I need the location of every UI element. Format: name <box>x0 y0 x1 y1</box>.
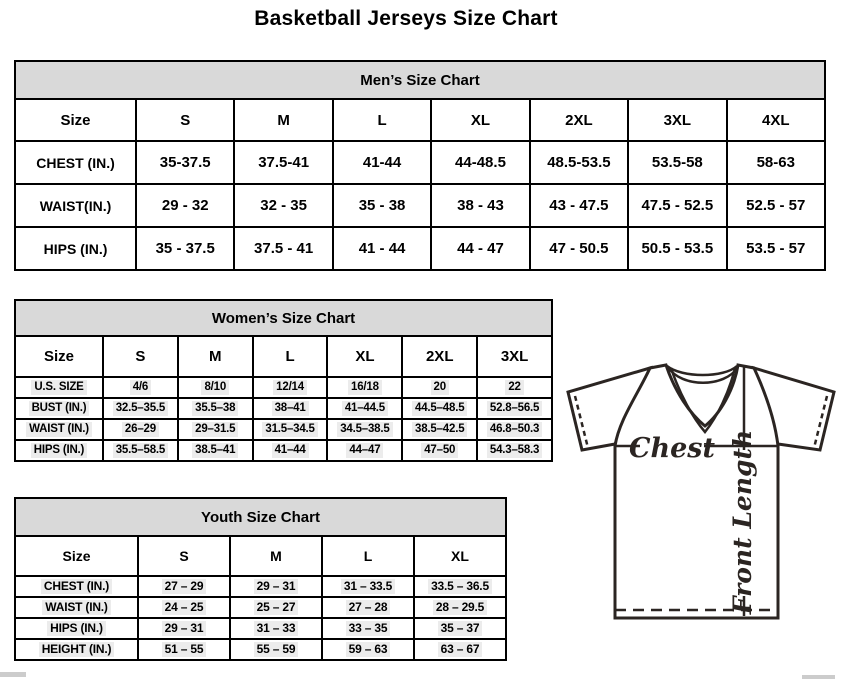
youth-waist-m <box>230 597 322 618</box>
cell-text: 44.5–48.5 <box>412 401 467 416</box>
youth-row-label-chest <box>15 576 138 597</box>
chest-measure-label: Chest <box>629 433 715 464</box>
cell-text: 38.5–41 <box>192 443 238 458</box>
womens-hips-xl <box>327 440 402 461</box>
youth-waist-l <box>322 597 414 618</box>
selection-handle-right <box>802 675 835 679</box>
cell-text: 59 – 63 <box>346 642 391 658</box>
womens-size-table <box>14 299 553 462</box>
cell-text: 27 – 29 <box>162 579 207 595</box>
cell-text: 28 – 29.5 <box>433 600 487 616</box>
selection-handle-left <box>0 672 26 677</box>
womens-ussize-m <box>178 377 253 398</box>
womens-col-header-s: S <box>103 336 178 377</box>
youth-chest-m <box>230 576 322 597</box>
womens-waist-xl <box>327 419 402 440</box>
womens-col-header-size: Size <box>15 336 103 377</box>
youth-hips-s <box>138 618 230 639</box>
youth-col-header-l: L <box>322 536 414 576</box>
jersey-diagram <box>558 362 842 626</box>
womens-bust-s <box>103 398 178 419</box>
mens-hips-m: 37.5 - 41 <box>234 227 332 270</box>
mens-chest-3xl: 53.5-58 <box>628 141 726 184</box>
mens-row-label-waist: WAIST(IN.) <box>15 184 136 227</box>
cell-text: 29 – 31 <box>162 621 207 637</box>
womens-hips-s <box>103 440 178 461</box>
cell-text: 63 – 67 <box>438 642 483 658</box>
cell-text: 25 – 27 <box>254 600 299 616</box>
page-title: Basketball Jerseys Size Chart <box>254 7 558 30</box>
youth-chest-l <box>322 576 414 597</box>
youth-size-table <box>14 497 507 661</box>
mens-hips-s: 35 - 37.5 <box>136 227 234 270</box>
youth-waist-xl <box>414 597 506 618</box>
youth-row-label-text: HEIGHT (IN.) <box>39 642 115 658</box>
womens-hips-3xl <box>477 440 552 461</box>
womens-col-header-m: M <box>178 336 253 377</box>
womens-row-label-text: BUST (IN.) <box>29 401 90 416</box>
cell-text: 41–44 <box>272 443 309 458</box>
cell-text: 12/14 <box>273 380 307 395</box>
cell-text: 20 <box>431 380 449 395</box>
cell-text: 52.8–56.5 <box>487 401 542 416</box>
mens-chest-m: 37.5-41 <box>234 141 332 184</box>
mens-row-label-chest: CHEST (IN.) <box>15 141 136 184</box>
mens-chest-4xl: 58-63 <box>727 141 825 184</box>
womens-row-label-bust <box>15 398 103 419</box>
youth-col-header-s: S <box>138 536 230 576</box>
cell-text: 16/18 <box>348 380 382 395</box>
womens-row-label-hips <box>15 440 103 461</box>
womens-bust-m <box>178 398 253 419</box>
mens-waist-4xl: 52.5 - 57 <box>727 184 825 227</box>
mens-col-header-xl: XL <box>431 99 529 141</box>
mens-col-header-l: L <box>333 99 431 141</box>
womens-row-label-waist <box>15 419 103 440</box>
cell-text: 38.5–42.5 <box>412 422 467 437</box>
mens-col-header-2xl: 2XL <box>530 99 628 141</box>
cell-text: 31 – 33.5 <box>341 579 395 595</box>
cell-text: 31.5–34.5 <box>262 422 317 437</box>
womens-row-label-text: WAIST (IN.) <box>26 422 92 437</box>
mens-row-label-hips: HIPS (IN.) <box>15 227 136 270</box>
cell-text: 27 – 28 <box>346 600 391 616</box>
youth-hips-l <box>322 618 414 639</box>
cell-text: 29 – 31 <box>254 579 299 595</box>
cell-text: 46.8–50.3 <box>487 422 542 437</box>
youth-row-label-height <box>15 639 138 660</box>
mens-waist-2xl: 43 - 47.5 <box>530 184 628 227</box>
womens-waist-s <box>103 419 178 440</box>
mens-waist-s: 29 - 32 <box>136 184 234 227</box>
youth-col-header-size: Size <box>15 536 138 576</box>
womens-col-header-3xl: 3XL <box>477 336 552 377</box>
cell-text: 47–50 <box>421 443 458 458</box>
cell-text: 44–47 <box>346 443 383 458</box>
mens-waist-m: 32 - 35 <box>234 184 332 227</box>
mens-hips-3xl: 50.5 - 53.5 <box>628 227 726 270</box>
youth-hips-m <box>230 618 322 639</box>
youth-row-label-hips <box>15 618 138 639</box>
youth-height-xl <box>414 639 506 660</box>
womens-ussize-s <box>103 377 178 398</box>
mens-hips-2xl: 47 - 50.5 <box>530 227 628 270</box>
mens-col-header-m: M <box>234 99 332 141</box>
cell-text: 35.5–38 <box>192 401 238 416</box>
youth-chest-s <box>138 576 230 597</box>
cell-text: 41–44.5 <box>342 401 388 416</box>
mens-hips-4xl: 53.5 - 57 <box>727 227 825 270</box>
womens-hips-m <box>178 440 253 461</box>
womens-ussize-3xl <box>477 377 552 398</box>
cell-text: 29–31.5 <box>192 422 238 437</box>
cell-text: 35 – 37 <box>438 621 483 637</box>
womens-col-header-xl: XL <box>327 336 402 377</box>
womens-bust-2xl <box>402 398 477 419</box>
womens-waist-l <box>253 419 328 440</box>
womens-bust-3xl <box>477 398 552 419</box>
cell-text: 34.5–38.5 <box>337 422 392 437</box>
youth-height-l <box>322 639 414 660</box>
mens-col-header-3xl: 3XL <box>628 99 726 141</box>
youth-waist-s <box>138 597 230 618</box>
womens-col-header-2xl: 2XL <box>402 336 477 377</box>
womens-hips-2xl <box>402 440 477 461</box>
cell-text: 33.5 – 36.5 <box>428 579 492 595</box>
womens-hips-l <box>253 440 328 461</box>
womens-waist-2xl <box>402 419 477 440</box>
womens-ussize-2xl <box>402 377 477 398</box>
mens-chest-xl: 44-48.5 <box>431 141 529 184</box>
mens-chest-2xl: 48.5-53.5 <box>530 141 628 184</box>
cell-text: 35.5–58.5 <box>113 443 168 458</box>
womens-row-label-text: U.S. SIZE <box>31 380 86 395</box>
youth-row-label-text: WAIST (IN.) <box>42 600 110 616</box>
cell-text: 26–29 <box>122 422 159 437</box>
womens-bust-l <box>253 398 328 419</box>
youth-chest-xl <box>414 576 506 597</box>
mens-size-table <box>14 60 826 271</box>
womens-bust-xl <box>327 398 402 419</box>
youth-row-label-text: CHEST (IN.) <box>41 579 112 595</box>
youth-table-title: Youth Size Chart <box>15 498 506 536</box>
mens-col-header-s: S <box>136 99 234 141</box>
womens-table-title: Women’s Size Chart <box>15 300 552 336</box>
mens-col-header-4xl: 4XL <box>727 99 825 141</box>
mens-table-title: Men’s Size Chart <box>15 61 825 99</box>
cell-text: 31 – 33 <box>254 621 299 637</box>
cell-text: 8/10 <box>201 380 229 395</box>
front-length-measure-label: Front Length <box>728 429 757 615</box>
jersey-collar-arc-1 <box>667 366 737 375</box>
mens-waist-3xl: 47.5 - 52.5 <box>628 184 726 227</box>
cell-text: 54.3–58.3 <box>487 443 542 458</box>
womens-ussize-l <box>253 377 328 398</box>
youth-height-s <box>138 639 230 660</box>
youth-hips-xl <box>414 618 506 639</box>
cell-text: 22 <box>505 380 523 395</box>
mens-chest-l: 41-44 <box>333 141 431 184</box>
cell-text: 32.5–35.5 <box>113 401 168 416</box>
cell-text: 4/6 <box>130 380 151 395</box>
womens-waist-m <box>178 419 253 440</box>
youth-row-label-waist <box>15 597 138 618</box>
cell-text: 24 – 25 <box>162 600 207 616</box>
mens-waist-xl: 38 - 43 <box>431 184 529 227</box>
mens-waist-l: 35 - 38 <box>333 184 431 227</box>
womens-ussize-xl <box>327 377 402 398</box>
mens-col-header-size: Size <box>15 99 136 141</box>
womens-waist-3xl <box>477 419 552 440</box>
womens-row-label-text: HIPS (IN.) <box>31 443 87 458</box>
cell-text: 55 – 59 <box>254 642 299 658</box>
youth-col-header-m: M <box>230 536 322 576</box>
youth-col-header-xl: XL <box>414 536 506 576</box>
mens-chest-s: 35-37.5 <box>136 141 234 184</box>
youth-height-m <box>230 639 322 660</box>
cell-text: 33 – 35 <box>346 621 391 637</box>
womens-row-label-ussize <box>15 377 103 398</box>
cell-text: 38–41 <box>272 401 309 416</box>
mens-hips-xl: 44 - 47 <box>431 227 529 270</box>
cell-text: 51 – 55 <box>162 642 207 658</box>
womens-col-header-l: L <box>253 336 328 377</box>
mens-hips-l: 41 - 44 <box>333 227 431 270</box>
youth-row-label-text: HIPS (IN.) <box>47 621 106 637</box>
